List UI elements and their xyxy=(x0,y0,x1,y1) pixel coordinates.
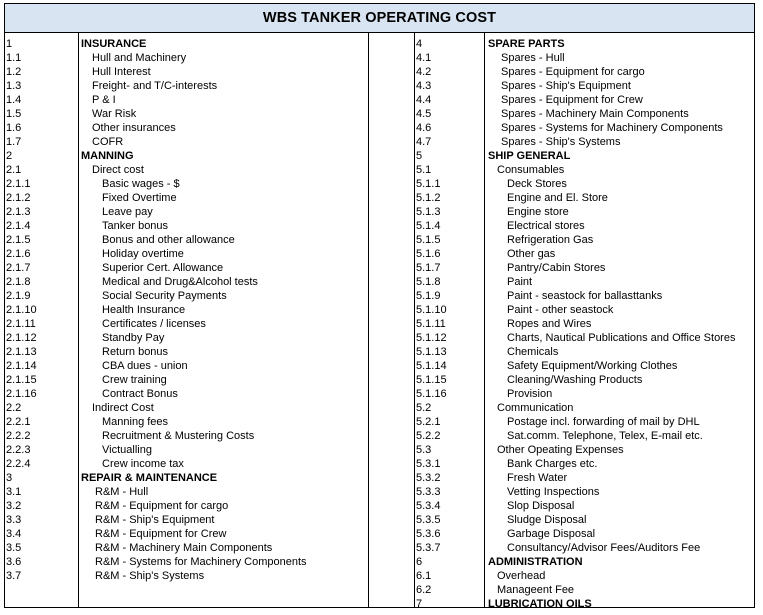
section-heading: REPAIR & MAINTENANCE xyxy=(81,472,218,484)
wbs-code: 6.2 xyxy=(416,584,432,596)
wbs-code: 2.1.8 xyxy=(6,276,31,288)
wbs-code: 3 xyxy=(6,472,13,484)
cost-item: Electrical stores xyxy=(507,220,585,232)
left-row xyxy=(5,233,368,247)
right-row xyxy=(415,569,754,583)
left-row xyxy=(5,303,368,317)
wbs-code: 5.2.2 xyxy=(416,430,441,442)
cost-item: Consultancy/Advisor Fees/Auditors Fee xyxy=(507,542,701,554)
cost-item: Leave pay xyxy=(102,206,153,218)
wbs-code: 2.1.12 xyxy=(6,332,37,344)
wbs-code: 4.6 xyxy=(416,122,432,134)
wbs-code: 2.2.1 xyxy=(6,416,31,428)
left-row xyxy=(5,121,368,135)
left-row xyxy=(5,107,368,121)
wbs-code: 3.1 xyxy=(6,486,22,498)
wbs-code: 5.1.7 xyxy=(416,262,441,274)
cost-item: P & I xyxy=(92,94,116,106)
cost-item: R&M - Hull xyxy=(95,486,149,498)
right-row xyxy=(415,233,754,247)
cost-item: R&M - Systems for Machinery Components xyxy=(95,556,307,568)
cost-item: R&M - Equipment for cargo xyxy=(95,500,229,512)
right-row xyxy=(415,65,754,79)
title-text: WBS TANKER OPERATING COST xyxy=(262,10,497,26)
wbs-code: 3.5 xyxy=(6,542,22,554)
right-row xyxy=(415,387,754,401)
wbs-code: 1.4 xyxy=(6,94,22,106)
cost-item: Slop Disposal xyxy=(507,500,575,512)
right-row xyxy=(415,219,754,233)
left-row xyxy=(5,555,368,569)
left-row xyxy=(5,345,368,359)
wbs-code: 5.1.16 xyxy=(416,388,447,400)
cost-item: Crew income tax xyxy=(102,458,184,470)
left-row xyxy=(5,149,368,163)
wbs-code: 2.1.1 xyxy=(6,178,31,190)
cost-item: Manageent Fee xyxy=(497,584,575,596)
cost-item: Health Insurance xyxy=(102,304,186,316)
right-row xyxy=(415,499,754,513)
wbs-code: 5.3.3 xyxy=(416,486,441,498)
cost-item: Ropes and Wires xyxy=(507,318,592,330)
left-row xyxy=(5,359,368,373)
left-row xyxy=(5,93,368,107)
divider-middle-left xyxy=(368,33,369,607)
wbs-code: 2.1.7 xyxy=(6,262,31,274)
wbs-code: 2.1.5 xyxy=(6,234,31,246)
right-column-group xyxy=(415,33,754,607)
left-row xyxy=(5,261,368,275)
cost-item: Deck Stores xyxy=(507,178,567,190)
right-row xyxy=(415,149,754,163)
wbs-code: 5.1.12 xyxy=(416,332,447,344)
right-row xyxy=(415,37,754,51)
wbs-code: 2.1.13 xyxy=(6,346,37,358)
wbs-code: 3.7 xyxy=(6,570,22,582)
cost-item: Spares - Hull xyxy=(501,52,565,64)
right-row xyxy=(415,275,754,289)
right-row xyxy=(415,555,754,569)
cost-item: R&M - Ship's Systems xyxy=(95,570,205,582)
wbs-code: 4.4 xyxy=(416,94,432,106)
cost-item: Spares - Ship's Systems xyxy=(501,136,621,148)
wbs-code: 5.1.8 xyxy=(416,276,441,288)
left-row xyxy=(5,205,368,219)
wbs-code: 2.1.9 xyxy=(6,290,31,302)
wbs-code: 7 xyxy=(416,598,423,607)
wbs-code: 5.3.6 xyxy=(416,528,441,540)
right-row xyxy=(415,471,754,485)
left-row xyxy=(5,79,368,93)
cost-item: CBA dues - union xyxy=(102,360,188,372)
cost-item: Chemicals xyxy=(507,346,559,358)
right-row xyxy=(415,429,754,443)
cost-item: Indirect Cost xyxy=(92,402,154,414)
cost-item: COFR xyxy=(92,136,124,148)
wbs-code: 1.5 xyxy=(6,108,22,120)
left-row xyxy=(5,65,368,79)
left-row xyxy=(5,135,368,149)
wbs-code: 1.6 xyxy=(6,122,22,134)
left-row xyxy=(5,499,368,513)
cost-item: Refrigeration Gas xyxy=(507,234,594,246)
cost-item: Fresh Water xyxy=(507,472,568,484)
cost-item: Spares - Ship's Equipment xyxy=(501,80,631,92)
left-row xyxy=(5,331,368,345)
cost-item: Medical and Drug&Alcohol tests xyxy=(102,276,258,288)
cost-item: Hull and Machinery xyxy=(92,52,187,64)
cost-item: Cleaning/Washing Products xyxy=(507,374,643,386)
right-row xyxy=(415,317,754,331)
cost-item: Tanker bonus xyxy=(102,220,169,232)
wbs-code: 3.3 xyxy=(6,514,22,526)
wbs-code: 5.3.7 xyxy=(416,542,441,554)
wbs-code: 2.1.11 xyxy=(6,318,36,330)
wbs-code: 5.1.13 xyxy=(416,346,447,358)
left-row xyxy=(5,527,368,541)
wbs-code: 5.3.5 xyxy=(416,514,441,526)
left-row xyxy=(5,177,368,191)
left-row xyxy=(5,429,368,443)
wbs-code: 2.2.2 xyxy=(6,430,31,442)
divider-left-code xyxy=(78,33,79,607)
right-row xyxy=(415,527,754,541)
cost-item: Engine store xyxy=(507,206,569,218)
wbs-code: 6.1 xyxy=(416,570,432,582)
cost-item: Standby Pay xyxy=(102,332,165,344)
wbs-code: 3.2 xyxy=(6,500,22,512)
left-row xyxy=(5,471,368,485)
wbs-code: 2.2.4 xyxy=(6,458,31,470)
wbs-code: 2.1.14 xyxy=(6,360,37,372)
cost-item: Spares - Equipment for Crew xyxy=(501,94,643,106)
wbs-code: 2.1 xyxy=(6,164,22,176)
left-row xyxy=(5,289,368,303)
divider-right-code xyxy=(484,33,485,607)
wbs-code: 2.1.10 xyxy=(6,304,37,316)
right-row xyxy=(415,121,754,135)
wbs-code: 1.3 xyxy=(6,80,22,92)
wbs-code: 5.3.4 xyxy=(416,500,441,512)
right-row xyxy=(415,163,754,177)
right-row xyxy=(415,79,754,93)
left-row xyxy=(5,387,368,401)
wbs-code: 5.1.3 xyxy=(416,206,441,218)
wbs-code: 4.2 xyxy=(416,66,432,78)
cost-item: Spares - Systems for Machinery Components xyxy=(501,122,723,134)
cost-item: Victualling xyxy=(102,444,152,456)
divider-middle-right xyxy=(414,33,415,607)
right-row xyxy=(415,443,754,457)
wbs-code: 5.1.1 xyxy=(416,178,441,190)
wbs-code: 5.1.6 xyxy=(416,248,441,260)
right-row xyxy=(415,177,754,191)
wbs-code: 5.1.5 xyxy=(416,234,441,246)
wbs-code: 4.7 xyxy=(416,136,432,148)
left-row xyxy=(5,443,368,457)
section-heading: LUBRICATION OILS xyxy=(488,598,592,607)
left-row xyxy=(5,317,368,331)
left-row xyxy=(5,485,368,499)
wbs-code: 5.3.2 xyxy=(416,472,441,484)
wbs-code: 2.2.3 xyxy=(6,444,31,456)
wbs-code: 5.1.11 xyxy=(416,318,446,330)
wbs-code: 5.2 xyxy=(416,402,432,414)
cost-item: Paint - seastock for ballasttanks xyxy=(507,290,663,302)
right-row xyxy=(415,247,754,261)
left-row xyxy=(5,37,368,51)
wbs-code: 2.2 xyxy=(6,402,22,414)
section-heading: SPARE PARTS xyxy=(488,38,565,50)
left-row xyxy=(5,163,368,177)
cost-item: Sat.comm. Telephone, Telex, E-mail etc. xyxy=(507,430,703,442)
wbs-code: 1.1 xyxy=(6,52,22,64)
wbs-code: 5.2.1 xyxy=(416,416,441,428)
right-row xyxy=(415,345,754,359)
wbs-code: 5.1.9 xyxy=(416,290,441,302)
cost-item: War Risk xyxy=(92,108,137,120)
section-heading: INSURANCE xyxy=(81,38,147,50)
cost-item: Sludge Disposal xyxy=(507,514,587,526)
right-row xyxy=(415,359,754,373)
cost-item: Hull Interest xyxy=(92,66,151,78)
cost-item: Other Opeating Expenses xyxy=(497,444,624,456)
right-row xyxy=(415,457,754,471)
cost-item: Garbage Disposal xyxy=(507,528,596,540)
right-row xyxy=(415,93,754,107)
cost-item: Other insurances xyxy=(92,122,176,134)
cost-item: Contract Bonus xyxy=(102,388,178,400)
cost-item: Postage incl. forwarding of mail by DHL xyxy=(507,416,700,428)
cost-item: Engine and El. Store xyxy=(507,192,608,204)
cost-item: Direct cost xyxy=(92,164,144,176)
wbs-code: 2.1.3 xyxy=(6,206,31,218)
left-row xyxy=(5,457,368,471)
right-row xyxy=(415,107,754,121)
wbs-code: 5.1.15 xyxy=(416,374,447,386)
wbs-code: 4.5 xyxy=(416,108,432,120)
wbs-code: 5 xyxy=(416,150,423,162)
right-row xyxy=(415,261,754,275)
wbs-code: 2.1.16 xyxy=(6,388,37,400)
right-row xyxy=(415,135,754,149)
wbs-code: 1 xyxy=(6,38,13,50)
cost-item: Return bonus xyxy=(102,346,169,358)
wbs-code: 4.3 xyxy=(416,80,432,92)
cost-item: Bonus and other allowance xyxy=(102,234,235,246)
left-row xyxy=(5,513,368,527)
right-row xyxy=(415,289,754,303)
wbs-code: 1.2 xyxy=(6,66,22,78)
cost-item: Spares - Equipment for cargo xyxy=(501,66,645,78)
cost-item: Charts, Nautical Publications and Office Stores xyxy=(507,332,736,344)
cost-item: Superior Cert. Allowance xyxy=(102,262,224,274)
wbs-code: 2.1.6 xyxy=(6,248,31,260)
right-row xyxy=(415,597,754,607)
cost-item: Vetting Inspections xyxy=(507,486,600,498)
cost-item: R&M - Ship's Equipment xyxy=(95,514,215,526)
cost-item: R&M - Machinery Main Components xyxy=(95,542,273,554)
cost-item: Fixed Overtime xyxy=(102,192,177,204)
right-row xyxy=(415,583,754,597)
right-row xyxy=(415,415,754,429)
cost-item: Bank Charges etc. xyxy=(507,458,598,470)
wbs-code: 2.1.2 xyxy=(6,192,31,204)
left-row xyxy=(5,275,368,289)
wbs-code: 5.3 xyxy=(416,444,432,456)
section-heading: SHIP GENERAL xyxy=(488,150,571,162)
cost-item: Certificates / licenses xyxy=(102,318,206,330)
wbs-code: 5.1 xyxy=(416,164,432,176)
cost-item: Holiday overtime xyxy=(102,248,184,260)
wbs-code: 1.7 xyxy=(6,136,22,148)
cost-item: Other gas xyxy=(507,248,556,260)
wbs-code: 5.1.10 xyxy=(416,304,447,316)
right-row xyxy=(415,205,754,219)
left-row xyxy=(5,247,368,261)
cost-item: Provision xyxy=(507,388,553,400)
wbs-code: 5.1.2 xyxy=(416,192,441,204)
right-row xyxy=(415,401,754,415)
wbs-code: 2.1.15 xyxy=(6,374,37,386)
wbs-code: 2 xyxy=(6,150,13,162)
cost-item: Basic wages - $ xyxy=(102,178,180,190)
section-heading: ADMINISTRATION xyxy=(488,556,583,568)
wbs-code: 2.1.4 xyxy=(6,220,31,232)
right-row xyxy=(415,191,754,205)
right-row xyxy=(415,303,754,317)
left-row xyxy=(5,373,368,387)
cost-item: Paint - other seastock xyxy=(507,304,614,316)
left-row xyxy=(5,51,368,65)
right-row xyxy=(415,513,754,527)
cost-item: Recruitment & Mustering Costs xyxy=(102,430,255,442)
cost-item: Crew training xyxy=(102,374,167,386)
cost-item: Safety Equipment/Working Clothes xyxy=(507,360,678,372)
left-row xyxy=(5,401,368,415)
right-row xyxy=(415,331,754,345)
left-row xyxy=(5,191,368,205)
wbs-code: 4 xyxy=(416,38,423,50)
wbs-code: 5.1.14 xyxy=(416,360,447,372)
cost-item: Social Security Payments xyxy=(102,290,227,302)
wbs-code: 3.4 xyxy=(6,528,22,540)
left-row xyxy=(5,569,368,583)
cost-item: Spares - Machinery Main Components xyxy=(501,108,689,120)
cost-item: Consumables xyxy=(497,164,565,176)
cost-item: Communication xyxy=(497,402,574,414)
wbs-code: 4.1 xyxy=(416,52,432,64)
right-row xyxy=(415,541,754,555)
left-row xyxy=(5,219,368,233)
cost-item: Freight- and T/C-interests xyxy=(92,80,218,92)
wbs-code: 5.3.1 xyxy=(416,458,441,470)
wbs-code: 5.1.4 xyxy=(416,220,441,232)
wbs-code: 3.6 xyxy=(6,556,22,568)
wbs-code: 6 xyxy=(416,556,423,568)
cost-item: R&M - Equipment for Crew xyxy=(95,528,227,540)
cost-item: Paint xyxy=(507,276,533,288)
cost-item: Overhead xyxy=(497,570,546,582)
left-column-group xyxy=(5,33,368,607)
right-row xyxy=(415,373,754,387)
wbs-sheet xyxy=(4,3,755,608)
right-row xyxy=(415,51,754,65)
left-row xyxy=(5,415,368,429)
section-heading: MANNING xyxy=(81,150,134,162)
cost-item: Manning fees xyxy=(102,416,169,428)
left-row xyxy=(5,541,368,555)
cost-item: Pantry/Cabin Stores xyxy=(507,262,606,274)
sheet-title xyxy=(5,4,754,33)
right-row xyxy=(415,485,754,499)
